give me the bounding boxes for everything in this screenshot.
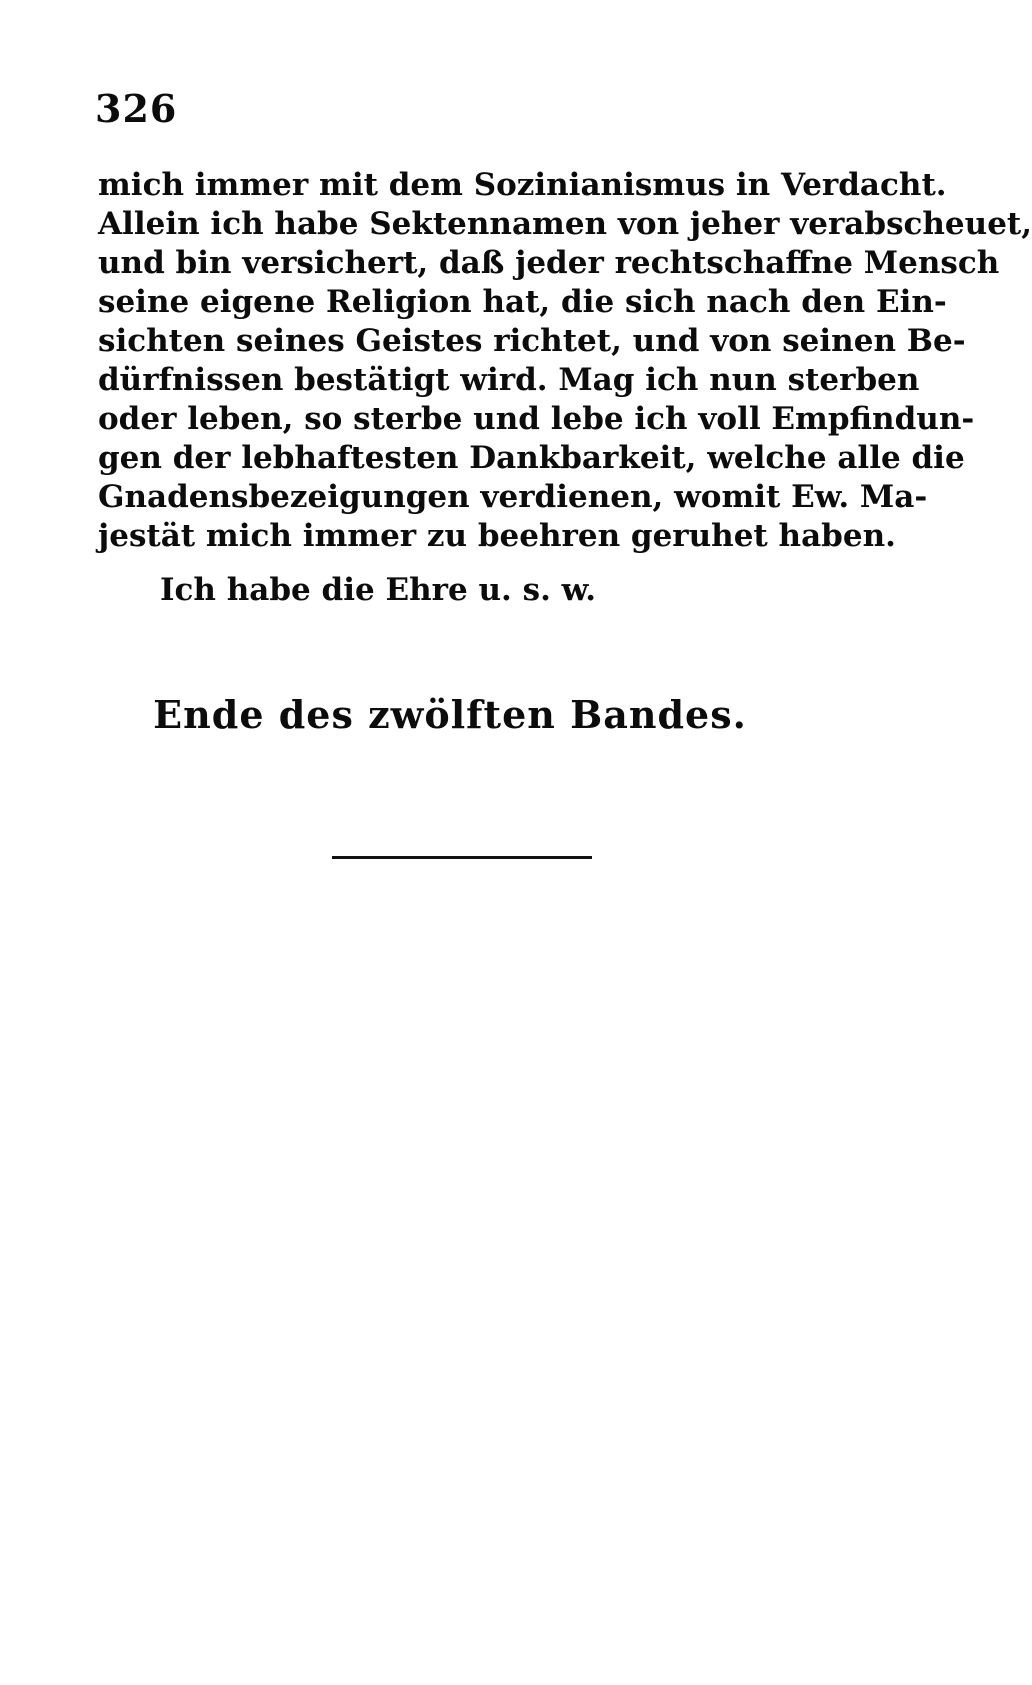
body-paragraph (98, 166, 1032, 556)
text-line: sichten seines Geistes richtet, und von seinen Be- (98, 323, 966, 359)
closing-formula: Ich habe die Ehre u. s. w. (160, 572, 597, 608)
text-line: dürfnissen bestätigt wird. Mag ich nun sterben (98, 362, 920, 398)
page-number: 326 (95, 86, 178, 131)
text-line: mich immer mit dem Sozinianismus in Verdacht. (98, 167, 947, 203)
text-line: Allein ich habe Sektennamen von jeher verabscheuet, (98, 206, 1032, 242)
text-line: gen der lebhaftesten Dankbarkeit, welche alle die (98, 440, 965, 476)
end-rule-divider (332, 856, 592, 859)
text-line: seine eigene Religion hat, die sich nach den Ein- (98, 284, 947, 320)
text-line: jestät mich immer zu beehren geruhet haben. (98, 518, 896, 554)
text-line: oder leben, so sterbe und lebe ich voll Empfindun- (98, 401, 975, 437)
end-of-volume-title: Ende des zwölften Bandes. (153, 692, 747, 737)
text-line: und bin versichert, daß jeder rechtschaffne Mensch (98, 245, 1000, 281)
text-line: Gnadensbezeigungen verdienen, womit Ew. Ma- (98, 479, 928, 515)
